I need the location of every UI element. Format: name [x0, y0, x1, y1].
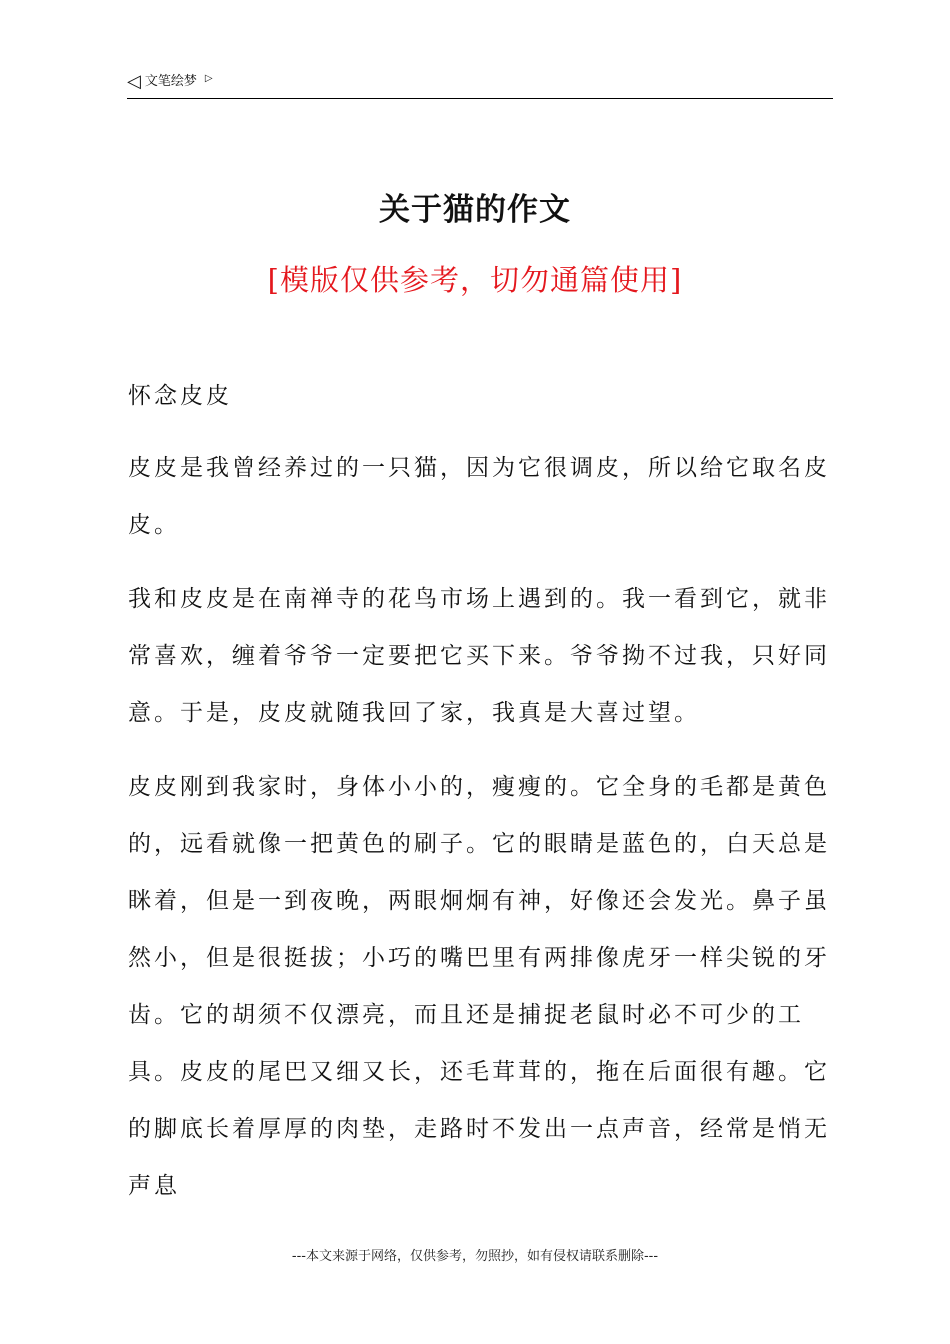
- page-header: [127, 72, 833, 99]
- document-subtitle: [模版仅供参考，切勿通篇使用]: [267, 263, 683, 297]
- left-triangle-icon: ◁: [127, 71, 141, 92]
- paragraph: 我和皮皮是在南禅寺的花鸟市场上遇到的。我一看到它，就非常喜欢，缠着爷爷一定要把它买下来。爷爷拗不过我，只好同意。于是，皮皮就随我回了家，我真是大喜过望。: [128, 586, 830, 726]
- paragraph: 皮皮是我曾经养过的一只猫，因为它很调皮，所以给它取名皮皮。: [128, 455, 830, 538]
- paragraph: 皮皮刚到我家时，身体小小的，瘦瘦的。它全身的毛都是黄色的，远看就像一把黄色的刷子。它的眼睛是蓝色的，白天总是眯着，但是一到夜晚，两眼炯炯有神，好像还会发光。鼻子虽然小，但是很挺拔；小巧的嘴巴里有两排像虎牙一样尖锐的牙齿。它的胡须不仅漂亮，而且还是捕捉老鼠时必不可少的工具。皮皮的尾巴又细又长，还毛茸茸的，拖在后面很有趣。它的脚底长着厚厚的肉垫，走路时不发出一点声音，经常是悄无声息: [128, 774, 830, 1199]
- document-title: 关于猫的作文: [379, 192, 571, 228]
- essay-heading: 怀念皮皮: [128, 383, 232, 409]
- header-brand: 文笔绘梦: [144, 74, 197, 89]
- right-triangle-icon: ▷: [204, 73, 213, 84]
- document-body: [128, 368, 840, 1232]
- page-footer: ---本文来源于网络，仅供参考，勿照抄，如有侵权请联系删除---: [291, 1249, 659, 1264]
